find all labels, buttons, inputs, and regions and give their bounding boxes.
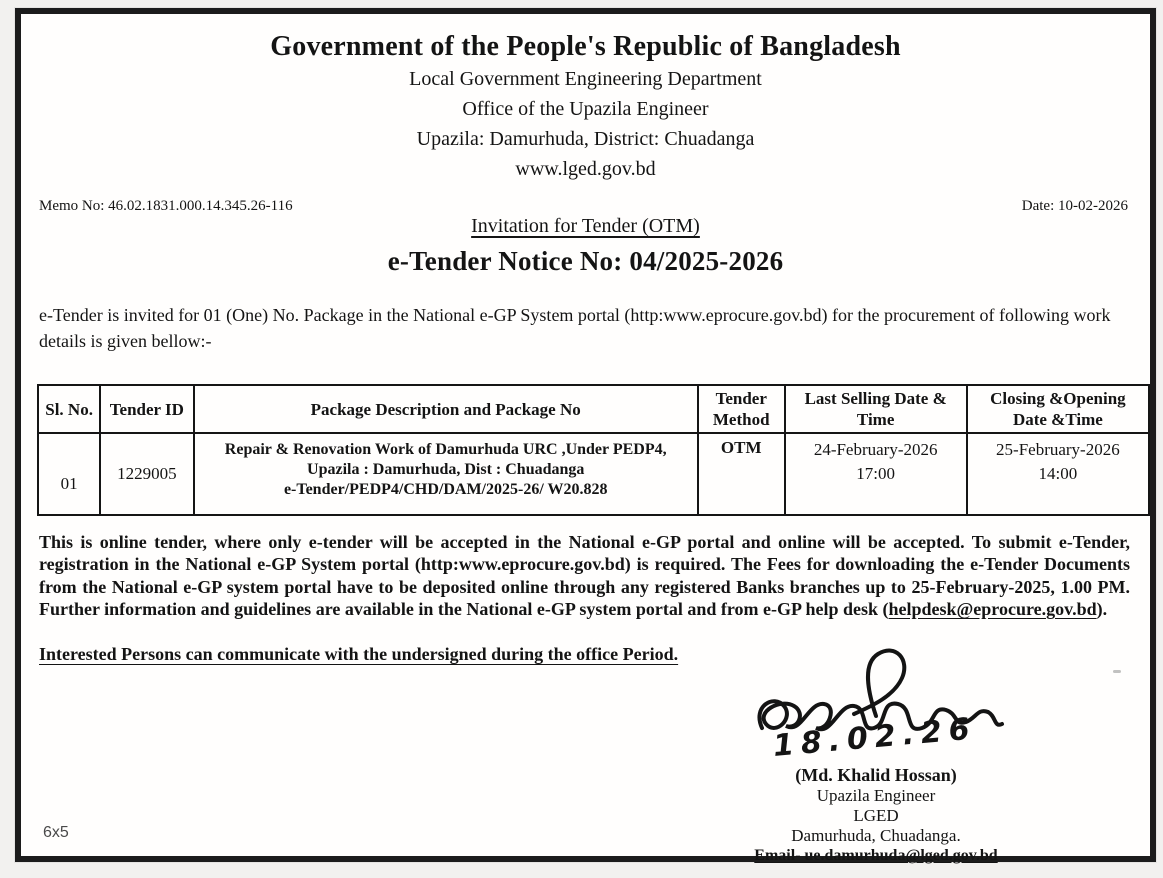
terms-text-before-email: This is online tender, where only e-tender will be accepted in the National e-GP portal and online will be accepted. To submit e-Tender, registration in the National e-GP System portal (http:www.eprocure.gov.bd) is required. The Fees for downloading the e-Tender Documents from the National e-GP system portal have to be deposited online through any registered Banks branches up to 25-February-2025, 1.00 PM. Further information and guidelines are available in the National e-GP system portal and from e-GP help desk ( <box>39 532 1130 620</box>
terms-paragraph <box>39 531 1130 620</box>
cell-sl-no: 01 <box>38 433 100 515</box>
col-header-last-selling: Last Selling Date & Time <box>785 385 967 433</box>
table-row <box>38 433 1149 515</box>
signatory-name: (Md. Khalid Hossan) <box>795 765 957 785</box>
col-header-tender-method: Tender Method <box>698 385 785 433</box>
cell-tender-method: OTM <box>698 433 785 515</box>
department-name: Local Government Engineering Department <box>409 68 762 90</box>
signatory-location: Damurhuda, Chuadanga. <box>791 826 961 845</box>
signature-top-loop <box>854 651 904 716</box>
website-url: www.lged.gov.bd <box>515 158 656 180</box>
signature-scribble <box>726 644 1026 779</box>
invitation-heading: Invitation for Tender (OTM) <box>471 215 700 237</box>
signatory-title: Upazila Engineer <box>816 786 936 805</box>
col-header-sl-no: Sl. No. <box>38 385 100 433</box>
contact-instruction: Interested Persons can communicate with the undersigned during the office Period. <box>39 644 679 665</box>
terms-text-after-email: ). <box>1096 599 1108 620</box>
last-selling-time: 17:00 <box>856 464 896 484</box>
package-description-line-1: Repair & Renovation Work of Damurhuda URC ,Under PEDP4, <box>224 441 667 459</box>
letterhead <box>21 14 1150 184</box>
memo-row <box>39 198 1128 215</box>
package-description-line-3: e-Tender/PEDP4/CHD/DAM/2025-26/ W20.828 <box>283 481 608 499</box>
cell-closing-opening <box>967 433 1149 515</box>
col-header-closing-opening: Closing &Opening Date &Time <box>967 385 1149 433</box>
signatory-org: LGED <box>853 806 899 825</box>
table-header-row <box>38 385 1149 433</box>
tender-table <box>37 384 1150 516</box>
cell-package-description <box>194 433 698 515</box>
memo-date: Date: 10-02-2026 <box>1021 198 1128 214</box>
tender-notice-number: e-Tender Notice No: 04/2025-2026 <box>387 246 784 276</box>
signature-tail <box>988 712 1002 725</box>
signature-block <box>716 644 1036 866</box>
signatory-email: Email- ue.damurhuda@lged.gov.bd <box>754 847 998 864</box>
office-name: Office of the Upazila Engineer <box>462 98 709 120</box>
cell-tender-id: 1229005 <box>100 433 193 515</box>
upazila-district-line: Upazila: Damurhuda, District: Chuadanga <box>416 128 755 150</box>
closing-date: 25-February-2026 <box>996 440 1120 460</box>
memo-number: Memo No: 46.02.1831.000.14.345.26-116 <box>39 198 293 214</box>
document-page <box>15 8 1156 862</box>
last-selling-date: 24-February-2026 <box>813 440 938 460</box>
helpdesk-email: helpdesk@eprocure.gov.bd <box>888 599 1097 620</box>
scan-artifact <box>1113 670 1121 673</box>
intro-paragraph: e-Tender is invited for 01 (One) No. Package in the National e-GP System portal (http:www.eprocure.gov.bd) for the procurement of following work details is given bellow:- <box>39 305 1111 351</box>
col-header-package-description: Package Description and Package No <box>194 385 698 433</box>
package-description-line-2: Upazila : Damurhuda, Dist : Chuadanga <box>307 461 585 479</box>
government-title: Government of the People's Republic of Bangladesh <box>270 31 901 62</box>
signature-handwritten-date: 18.02.26 <box>771 711 978 764</box>
sheet-size-note: 6x5 <box>43 824 69 841</box>
cell-last-selling <box>785 433 967 515</box>
col-header-tender-id: Tender ID <box>100 385 193 433</box>
closing-time: 14:00 <box>1038 464 1078 484</box>
